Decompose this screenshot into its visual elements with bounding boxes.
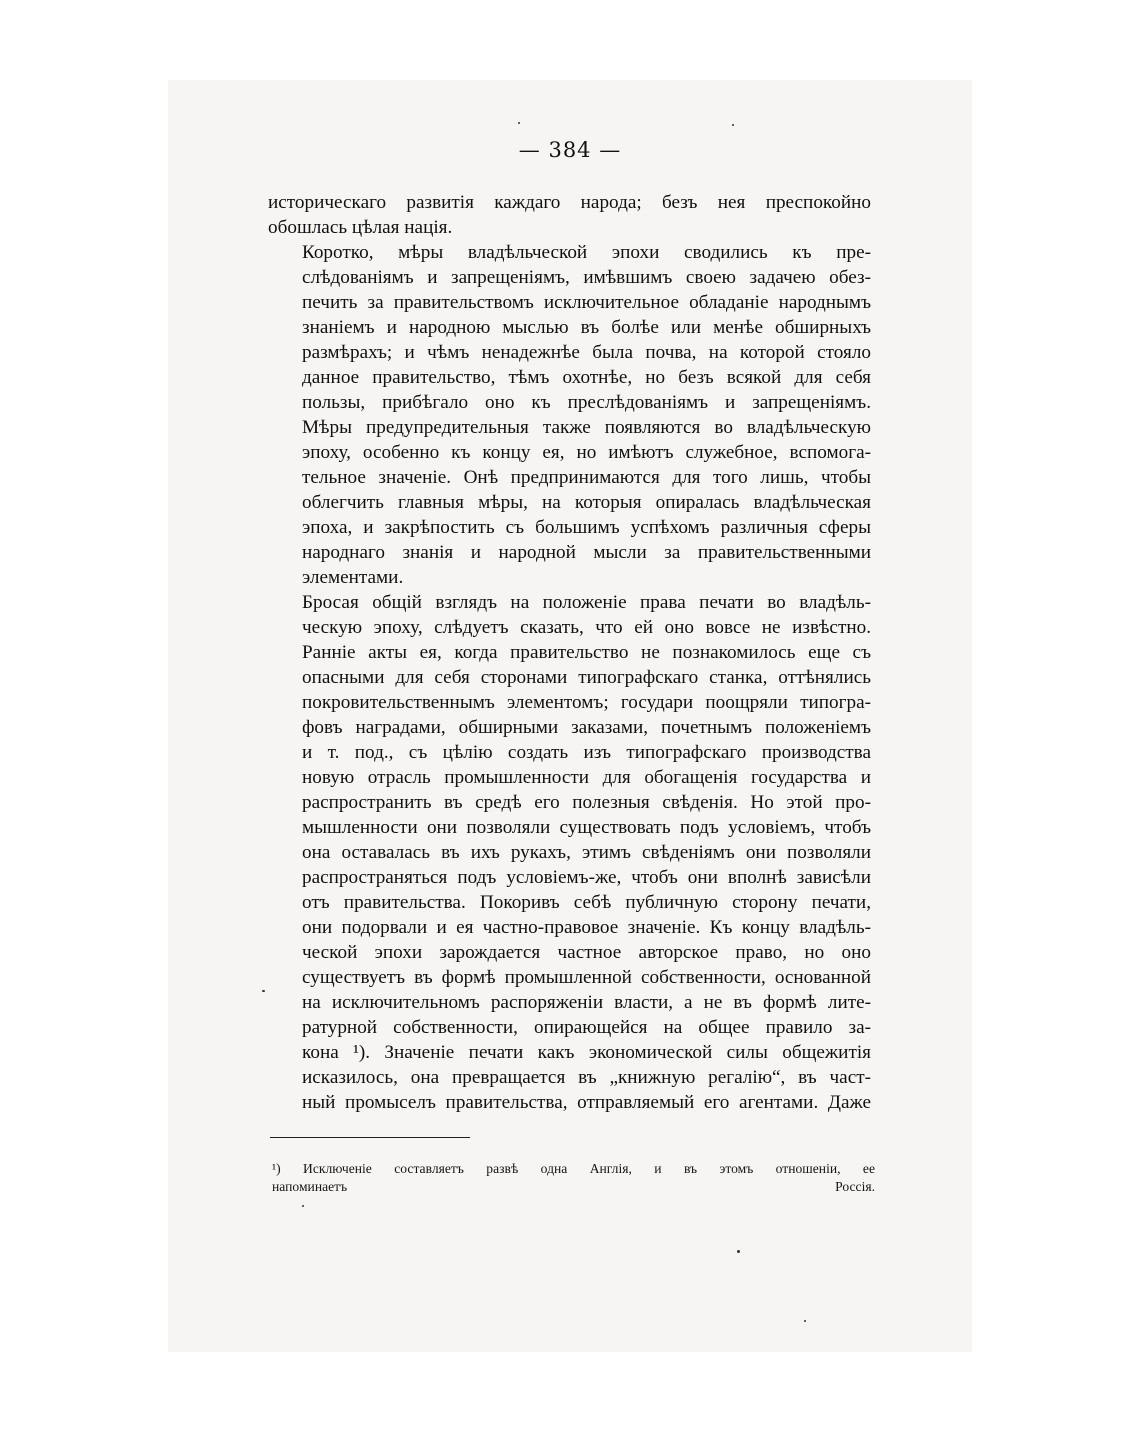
text-line: ный промыселъ правительства, отправляемый его агентами. Даже — [302, 1092, 871, 1113]
paragraph-3 — [268, 590, 871, 1115]
text-line: покровительственнымъ элементомъ; государи поощряли типогра- — [302, 692, 871, 713]
text-line: обошлась цѣлая нація. — [268, 217, 453, 238]
text-line: ратурной собственности, опирающейся на общее правило за- — [302, 1017, 871, 1038]
text-line: эпоха, и закрѣпостить съ большимъ успѣхомъ различныя сферы — [302, 517, 871, 538]
text-line: распространить въ средѣ его полезныя свѣденія. Но этой про- — [302, 792, 871, 813]
text-line: фовъ наградами, обширными заказами, почетнымъ положеніемъ — [302, 717, 871, 738]
footnote — [272, 1160, 875, 1196]
scan-speck — [302, 1205, 304, 1207]
text-line: слѣдованіямъ и запрещеніямъ, имѣвшимъ своею задачею обез- — [302, 267, 871, 288]
text-line: они подорвали и ея частно-правовое значеніе. Къ концу владѣль- — [302, 917, 871, 938]
footnote-divider — [270, 1137, 470, 1138]
text-line: размѣрахъ; и чѣмъ ненадежнѣе была почва, на которой стояло — [302, 342, 871, 363]
text-line: Мѣры предупредительныя также появляются во владѣльческую — [302, 417, 871, 438]
text-line: распространяться подъ условіемъ-же, чтобъ они вполнѣ зависѣли — [302, 867, 871, 888]
text-line: опасными для себя сторонами типографскаго станка, оттѣнялись — [302, 667, 871, 688]
text-line: данное правительство, тѣмъ охотнѣе, но безъ всякой для себя — [302, 367, 871, 388]
scan-speck — [804, 1320, 806, 1322]
scan-speck — [262, 990, 265, 992]
text-line: знаніемъ и народною мыслью въ болѣе или менѣе обширныхъ — [302, 317, 871, 338]
text-line: Ранніе акты ея, когда правительство не познакомилось еще съ — [302, 642, 871, 663]
text-line: печить за правительствомъ исключительное обладаніе народнымъ — [302, 292, 871, 313]
scan-speck — [518, 122, 520, 124]
text-line: новую отрасль промышленности для обогащенія государства и — [302, 767, 871, 788]
text-line: кона ¹). Значеніе печати какъ экономической силы общежитія — [302, 1042, 871, 1063]
page-number: — 384 — — [518, 138, 622, 162]
text-line: на исключительномъ распоряженіи власти, а не въ формѣ лите- — [302, 992, 871, 1013]
text-line: отъ правительства. Покоривъ себѣ публичную сторону печати, — [302, 892, 871, 913]
scan-speck — [737, 1250, 740, 1253]
scan-speck — [732, 124, 734, 126]
text-line: мышленности они позволяли существовать подъ условіемъ, чтобъ — [302, 817, 871, 838]
text-line: эпоху, особенно къ концу ея, но имѣютъ служебное, вспомога- — [302, 442, 871, 463]
text-line: Бросая общій взглядъ на положеніе права печати во владѣль- — [302, 592, 871, 613]
text-line: ческой эпохи зарождается частное авторское право, но оно — [302, 942, 871, 963]
text-line: народнаго знанія и народной мысли за правительственными — [302, 542, 871, 563]
text-line: исказилось, она превращается въ „книжную регалію“, въ част- — [302, 1067, 871, 1088]
footnote-line: ¹) Исключеніе составляетъ развѣ одна Англія, и въ этомъ отношеніи, ее — [272, 1161, 875, 1176]
text-line: облегчить главныя мѣры, на которыя опиралась владѣльческая — [302, 492, 871, 513]
text-line: она оставалась въ ихъ рукахъ, этимъ свѣденіямъ они позволяли — [302, 842, 871, 863]
body-text — [268, 190, 871, 1115]
text-line: элементами. — [302, 567, 404, 588]
text-line: тельное значеніе. Онѣ предпринимаются для того лишь, чтобы — [302, 467, 871, 488]
paragraph-2 — [268, 240, 871, 590]
text-line: и т. под., съ цѣлію создать изъ типографскаго производства — [302, 742, 871, 763]
text-line: пользы, прибѣгало оно къ преслѣдованіямъ и запрещеніямъ. — [302, 392, 871, 413]
text-line: ческую эпоху, слѣдуетъ сказать, что ей оно вовсе не извѣстно. — [302, 617, 871, 638]
text-line: Коротко, мѣры владѣльческой эпохи сводились къ пре- — [302, 242, 871, 263]
paragraph-1 — [268, 190, 871, 240]
footnote-line: напоминаетъ Россія. — [272, 1179, 875, 1194]
text-line: историческаго развитія каждаго народа; безъ нея преспокойно — [268, 192, 871, 213]
text-line: существуетъ въ формѣ промышленной собственности, основанной — [302, 967, 871, 988]
